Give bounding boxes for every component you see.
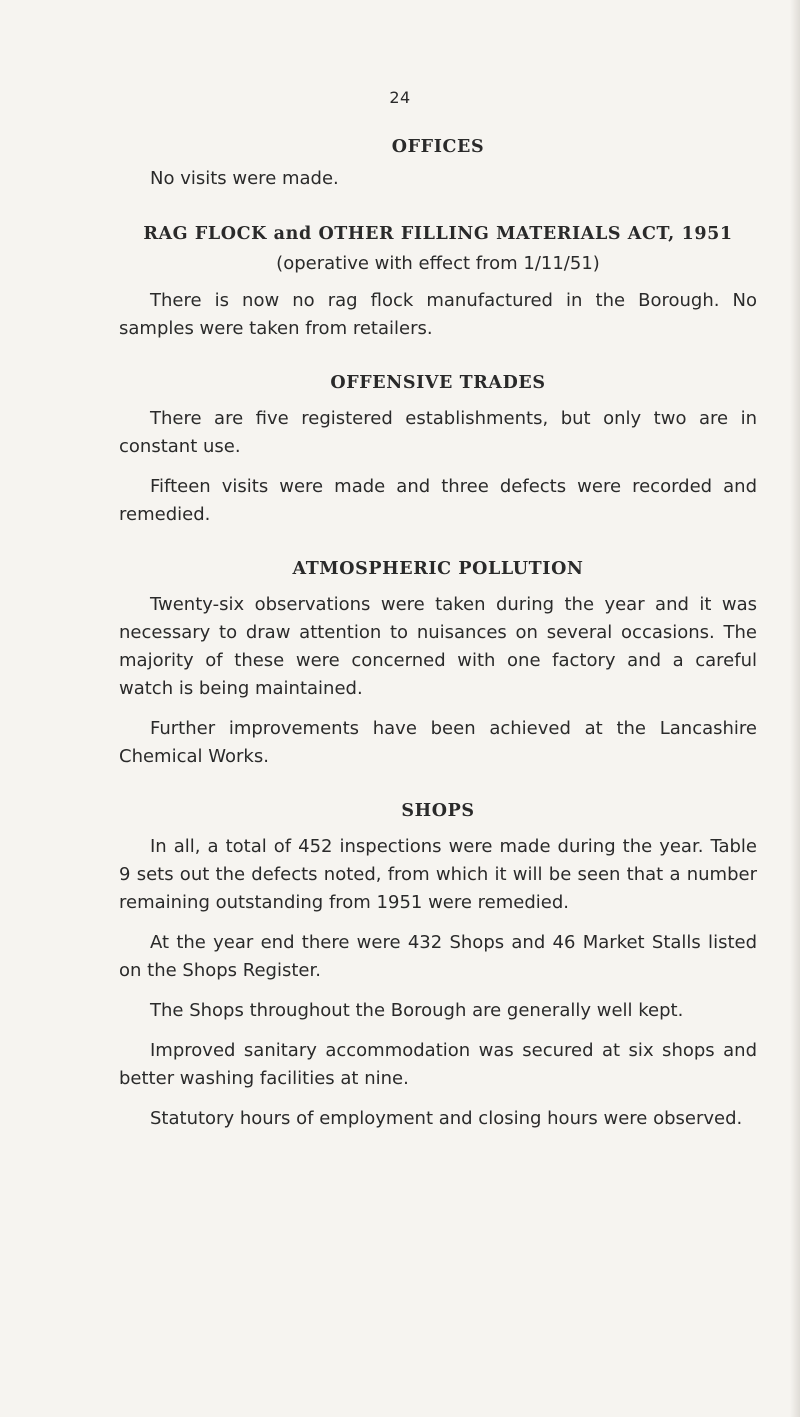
shops-paragraph-2: At the year end there were 432 Shops and 46 Market Stalls listed on the Shops Register. — [119, 932, 757, 981]
rag-flock-paragraph-1: There is now no rag flock manufactured in the Borough. No samples were taken from retailers. — [119, 290, 757, 339]
heading-offensive-trades: OFFENSIVE TRADES — [330, 373, 546, 393]
shops-paragraph-3: The Shops throughout the Borough are generally well kept. — [150, 1000, 684, 1021]
shops-paragraph-1: In all, a total of 452 inspections were made during the year. Table 9 sets out the defects noted, from which it will be seen that a number remaining outstanding from 1951 were remedied. — [119, 836, 757, 913]
offices-paragraph-1: No visits were made. — [150, 168, 339, 189]
shops-paragraph-5: Statutory hours of employment and closing hours were observed. — [150, 1108, 743, 1129]
atmospheric-pollution-paragraph-2: Further improvements have been achieved at the Lancashire Chemical Works. — [119, 718, 757, 767]
page-body — [119, 132, 757, 1133]
heading-offices: OFFICES — [391, 137, 485, 157]
page-edge-shadow — [790, 0, 800, 1417]
shops-paragraph-4: Improved sanitary accommodation was secured at six shops and better washing facilities at nine. — [119, 1040, 757, 1089]
heading-shops: SHOPS — [401, 801, 475, 821]
offensive-trades-paragraph-2: Fifteen visits were made and three defects were recorded and remedied. — [119, 476, 757, 525]
heading-atmospheric-pollution: ATMOSPHERIC POLLUTION — [292, 559, 584, 579]
rag-flock-subheading: (operative with effect from 1/11/51) — [276, 253, 600, 274]
heading-rag-flock: RAG FLOCK and OTHER FILLING MATERIALS ACT, 1951 — [143, 224, 733, 244]
page-number: 24 — [389, 88, 411, 107]
atmospheric-pollution-paragraph-1: Twenty-six observations were taken during the year and it was necessary to draw attention to nuisances on several occasions. The majority of these were concerned with one factory and a careful watch is being maintained. — [119, 594, 757, 699]
offensive-trades-paragraph-1: There are five registered establishments, but only two are in constant use. — [119, 408, 757, 457]
